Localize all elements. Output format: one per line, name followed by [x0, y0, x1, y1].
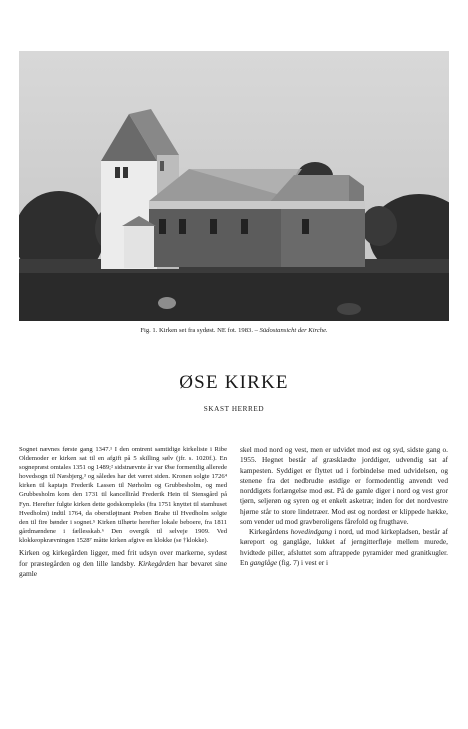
paragraph-text: (fig. 7) i vest er i	[277, 557, 328, 567]
tower-window	[160, 161, 164, 171]
nave-window	[210, 219, 217, 234]
tower-window	[123, 167, 128, 178]
left-column	[19, 445, 227, 580]
paragraph-text: Kirken og kirkegården ligger, med frit udsyn over markerne, sydøst for præstegården og den lille landsby.	[19, 548, 227, 568]
eaves-cornice	[149, 201, 365, 209]
paragraph-history: Sognet nævnes første gang 1347.¹ I den omtrent samtidige kirkeliste i Ribe Oldemoder er kirken sat til en afgift på 5 skilling sølv (jfr. s. 1020f.). En sognepræst omtales 1351 og 1489;² sidstnævnte år var Øse formentlig allerede hovedsogn til Næsbjerg,³ og således har det været siden. Kronen solgte 1726⁴ kirken til kaptajn Frederik Lassen til Nørholm og Grubbesholm, og med Grubbesholm kom den 1731 til kancelliråd Frederik Hein til Stensgård på Fyn. Herefter fulgte kirken dette godskompleks (fra 1751 knyttet til stamhuset Hvedholm) indtil 1764, da oberstløjtnant Preben Brahe til Hvedholm solgte den til fire bønder i sognet.⁵ Kirken tilhørte herefter lokale beboere, fra 1811 gårdmændene i fællesskab.⁶ Den overgik til selveje 1909. Ved klokkeopkrævningen 1528⁷ måtte kirken afgive en klokke (se †klokke).	[19, 446, 227, 544]
paragraph-boundaries: skel mod nord og vest, men er udvidet mod øst og syd, sidste gang o. 1955. Hegnet består af græsklædte jorddiger, udvendig sat af kampesten. Syddiget er flyttet ud i forbindelse med udvidelsen, og stenene fra det nedbrudte østdige er formodentlig anvendt ved norddigets forlængelse mod øst. På de gamle diger i nord og vest gror tjørn, seljerøn og syren og et enkelt asketræ; inden for det nordvestre hjørne står to store lindetræer. Mod øst og nordøst er klippede hække, som vender ud mod gravberoligens fårefold og frugthave.	[240, 445, 448, 526]
paragraph-italic: hovedindgang	[290, 527, 332, 536]
shrub	[337, 303, 361, 315]
paragraph-location	[19, 548, 227, 580]
nave-window	[179, 219, 186, 234]
right-column	[240, 445, 448, 568]
tower-window	[115, 167, 120, 178]
nave-window	[159, 219, 166, 234]
paragraph-entrance	[240, 527, 448, 568]
porch	[124, 226, 154, 268]
chancel-window	[302, 219, 309, 234]
paragraph-italic: Kirkegården	[138, 558, 176, 568]
paragraph-text: Kirkegårdens	[249, 527, 291, 536]
figure-caption	[19, 327, 449, 335]
caption-german: Südostansicht der Kirche.	[259, 327, 328, 334]
paragraph-italic: ganglåge	[249, 557, 278, 567]
page-title: ØSE KIRKE	[179, 372, 289, 393]
church-photograph	[19, 51, 449, 321]
gravestone	[158, 297, 176, 309]
caption-text: Fig. 1. Kirken set fra sydøst. NE fot. 1983. –	[140, 327, 260, 334]
tree-right-small	[361, 206, 397, 246]
paragraph-text: i nord, ud mod kirkepladsen, består af køreport og ganglåge, lukket af jerngitterfløje mellem murede, hvidtede piller, afsluttet som aftrappede pyramider med granitkugler. En	[240, 527, 448, 567]
chancel-wall	[281, 203, 365, 267]
paragraph-text: har bevaret sine gamle	[19, 558, 227, 579]
nave-window	[241, 219, 248, 234]
church-illustration	[19, 51, 449, 321]
churchyard-hedge	[19, 273, 449, 321]
page-subtitle: SKAST HERRED	[203, 405, 265, 413]
